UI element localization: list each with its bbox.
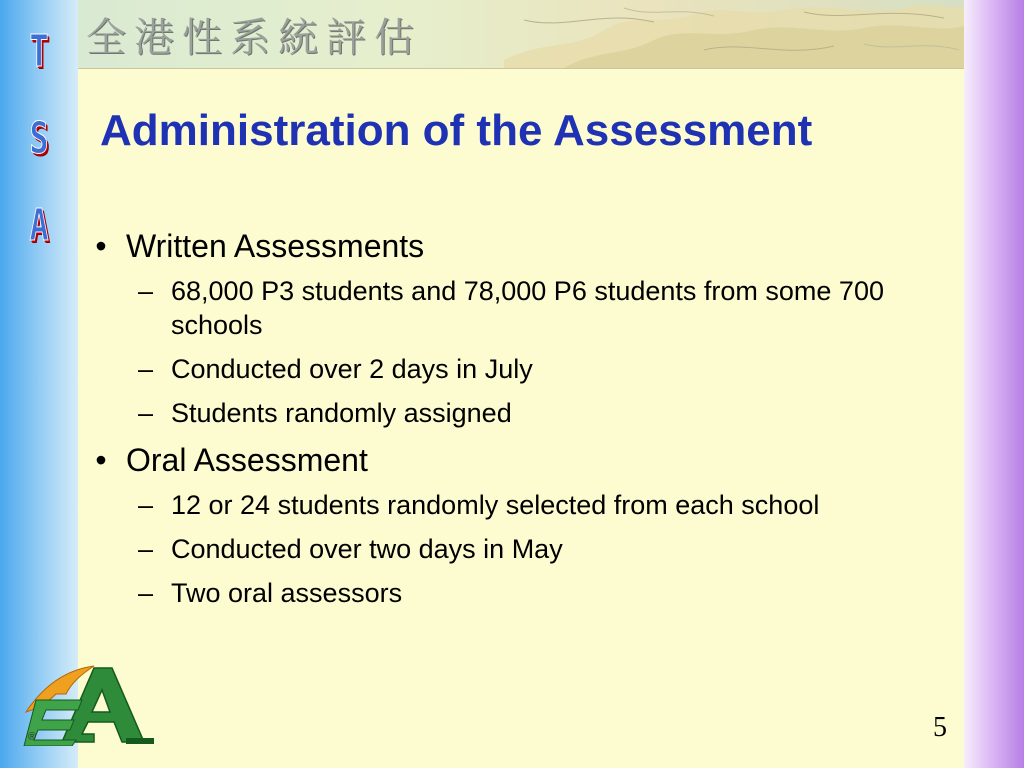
tsa-letter-a: A xyxy=(29,200,49,251)
slide-title: Administration of the Assessment xyxy=(100,106,813,155)
bullet-written-assessments xyxy=(86,226,926,266)
tsa-letter-t: T xyxy=(29,26,49,77)
page-number: 5 xyxy=(933,712,947,743)
sub-bullet-text: Conducted over 2 days in July xyxy=(171,354,533,384)
right-gradient-strip xyxy=(964,0,1024,768)
banner-title: 全港性系統評估 xyxy=(86,15,422,61)
sub-bullet xyxy=(86,274,926,342)
registered-mark: ® xyxy=(28,731,37,743)
slide-content xyxy=(86,226,926,620)
bullet-text: Oral Assessment xyxy=(126,442,368,478)
map-graphic xyxy=(504,0,964,68)
sub-bullet-marker: – xyxy=(138,490,154,520)
sub-bullet-marker: – xyxy=(138,398,154,428)
sub-bullet-text: 68,000 P3 students and 78,000 P6 students from some 700 schools xyxy=(171,276,884,340)
bullet-text: Written Assessments xyxy=(126,228,425,264)
sub-bullet xyxy=(86,396,926,430)
ea-logo xyxy=(22,660,156,746)
bullet-marker: • xyxy=(95,442,107,478)
sub-bullet-text: Two oral assessors xyxy=(171,578,403,608)
sub-bullet-text: 12 or 24 students randomly selected from each school xyxy=(171,490,820,520)
sub-list-written xyxy=(86,274,926,430)
sub-list-oral xyxy=(86,488,926,610)
bullet-marker: • xyxy=(95,228,107,264)
sub-bullet xyxy=(86,352,926,386)
sub-bullet-marker: – xyxy=(138,276,154,306)
sub-bullet xyxy=(86,532,926,566)
sub-bullet-text: Students randomly assigned xyxy=(171,398,512,428)
sub-bullet xyxy=(86,488,926,522)
sub-bullet xyxy=(86,576,926,610)
tsa-vertical-letters xyxy=(14,26,64,251)
bullet-oral-assessment xyxy=(86,440,926,480)
sub-bullet-marker: – xyxy=(138,578,154,608)
top-banner xyxy=(78,0,964,69)
tsa-letter-s: S xyxy=(29,113,49,164)
sub-bullet-marker: – xyxy=(138,534,154,564)
sub-bullet-text: Conducted over two days in May xyxy=(171,534,563,564)
sub-bullet-marker: – xyxy=(138,354,154,384)
